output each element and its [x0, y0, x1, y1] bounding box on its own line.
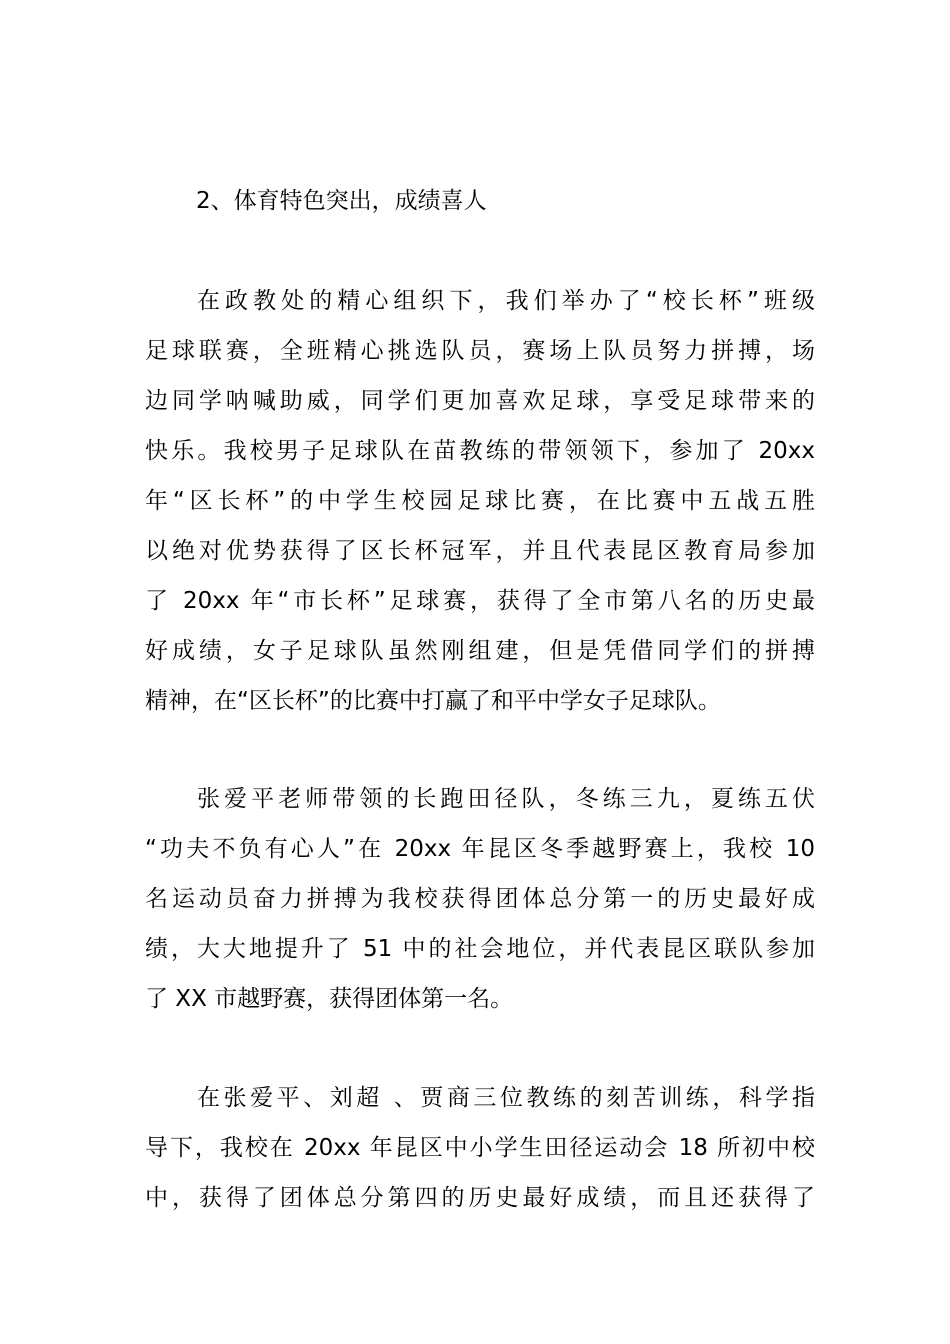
- paragraph-line: 年“区长杯”的中学生校园足球比赛，在比赛中五战五胜: [145, 488, 815, 514]
- paragraph-line: 了 20xx 年“市长杯”足球赛，获得了全市第八名的历史最: [145, 588, 815, 614]
- paragraph-line: 在张爱平、刘超 、贾商三位教练的刻苦训练，科学指: [197, 1085, 815, 1111]
- paragraph-line: 以绝对优势获得了区长杯冠军，并且代表昆区教育局参加: [145, 538, 815, 564]
- paragraph-line: 张爱平老师带领的长跑田径队，冬练三九，夏练五伏: [197, 786, 815, 812]
- paragraph-line: 精神，在“区长杯”的比赛中打赢了和平中学女子足球队。: [145, 688, 721, 714]
- paragraph-line: 名运动员奋力拼搏为我校获得团体总分第一的历史最好成: [145, 886, 815, 912]
- paragraph-line: 边同学呐喊助威，同学们更加喜欢足球，享受足球带来的: [145, 388, 815, 414]
- paragraph-football: [145, 281, 815, 731]
- paragraph-line: 足球联赛，全班精心挑选队员，赛场上队员努力拼搏，场: [145, 338, 815, 364]
- paragraph-long-distance: [145, 779, 815, 1029]
- section-heading: 2、体育特色突出，成绩喜人: [196, 188, 487, 214]
- paragraph-line: 在政教处的精心组织下，我们举办了“校长杯”班级: [197, 288, 815, 314]
- paragraph-line: 了 XX 市越野赛，获得团体第一名。: [145, 986, 514, 1012]
- paragraph-line: “功夫不负有心人”在 20xx 年昆区冬季越野赛上，我校 10: [145, 836, 815, 862]
- paragraph-line: 导下，我校在 20xx 年昆区中小学生田径运动会 18 所初中校: [145, 1135, 815, 1161]
- paragraph-line: 快乐。我校男子足球队在苗教练的带领领下，参加了 20xx: [145, 438, 815, 464]
- paragraph-track-field: [145, 1078, 815, 1228]
- paragraph-line: 好成绩，女子足球队虽然刚组建，但是凭借同学们的拼搏: [145, 638, 815, 664]
- paragraph-line: 绩，大大地提升了 51 中的社会地位，并代表昆区联队参加: [145, 936, 815, 962]
- paragraph-line: 中，获得了团体总分第四的历史最好成绩，而且还获得了: [145, 1185, 815, 1211]
